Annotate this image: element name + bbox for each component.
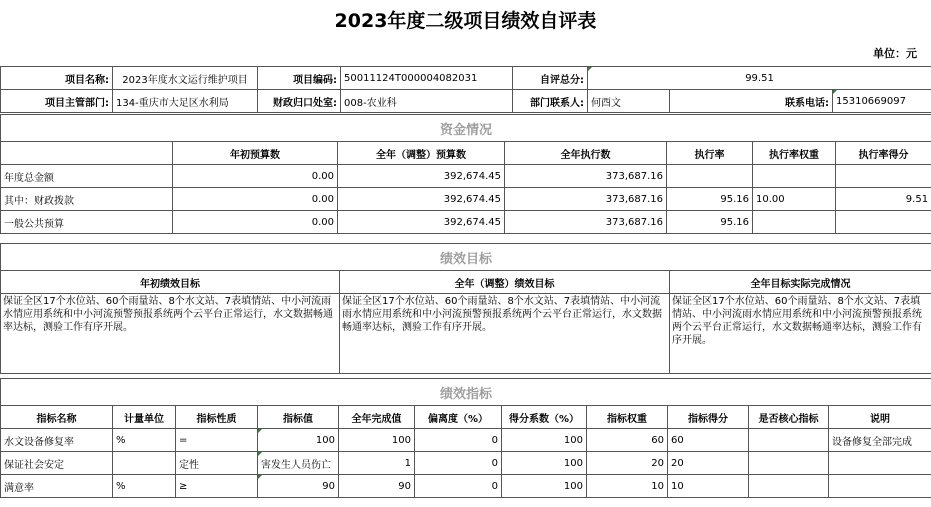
project-code-value: 50011124T000004082031	[341, 67, 513, 90]
ind-header-value: 指标值	[258, 406, 339, 429]
funds-header-weight: 执行率权重	[753, 142, 836, 165]
goal-header-actual: 全年目标实际完成情况	[670, 271, 931, 294]
ind-header-name: 指标名称	[1, 406, 113, 429]
indicators-section-title: 绩效指标	[1, 379, 931, 406]
goal-header-initial: 年初绩效目标	[1, 271, 340, 294]
funds-row: 一般公共预算 0.00 392,674.45 373,687.16 95.16	[1, 211, 931, 234]
project-name-label: 项目名称:	[1, 67, 113, 90]
goal-header-adjusted: 全年（调整）绩效目标	[340, 271, 670, 294]
indicator-row: 水文设备修复率 % = 100 100 0 100 60 60 设备修复全部完成	[1, 429, 931, 452]
finance-value: 008-农业科	[341, 90, 513, 113]
phone-label: 联系电话:	[670, 90, 833, 113]
dept-value: 134-重庆市大足区水利局	[113, 90, 258, 113]
phone-value: 15310669097	[833, 90, 931, 113]
funds-row: 其中：财政拨款 0.00 392,674.45 373,687.16 95.16 10.00 9.51	[1, 188, 931, 211]
ind-header-nature: 指标性质	[176, 406, 258, 429]
self-score-label: 自评总分:	[513, 67, 588, 90]
funds-header-initial: 年初预算数	[173, 142, 338, 165]
funds-row: 年度总金额 0.00 392,674.45 373,687.16	[1, 165, 931, 188]
ind-header-score: 指标得分	[668, 406, 749, 429]
indicator-row: 保证社会安定 定性 害发生人员伤亡 1 0 100 20 20	[1, 452, 931, 475]
project-name-value: 2023年度水文运行维护项目	[113, 67, 258, 90]
goal-text-adjusted: 保证全区17个水位站、60个雨量站、8个水文站、7表填情站、中小河流雨水情应用系统和中小河流预警预报系统两个云平台正常运行，水文数据畅通率达标，测验工作有序开展。	[340, 294, 670, 374]
goal-text-initial: 保证全区17个水位站、60个雨量站、8个水文站、7表填情站、中小河流雨水情应用系统和中小河流预警预报系统两个云平台正常运行，水文数据畅通率达标，测验工作有序开展。	[1, 294, 340, 374]
indicator-row: 满意率 % ≥ 90 90 0 100 10 10	[1, 475, 931, 498]
dept-label: 项目主管部门:	[1, 90, 113, 113]
ind-header-unit: 计量单位	[113, 406, 176, 429]
goals-table	[0, 243, 931, 374]
funds-table	[0, 114, 931, 234]
indicators-table	[0, 378, 931, 498]
ind-header-note: 说明	[829, 406, 931, 429]
funds-header-adjusted: 全年（调整）预算数	[338, 142, 505, 165]
ind-header-dev: 偏离度（%）	[415, 406, 502, 429]
funds-header-score: 执行率得分	[836, 142, 931, 165]
contact-label: 部门联系人:	[513, 90, 588, 113]
unit-label: 单位：元	[873, 47, 917, 60]
goal-text-actual: 保证全区17个水位站、60个雨量站、8个水文站、7表填情站、中小河流雨水情应用系统和中小河流预警预报系统两个云平台正常运行，水文数据畅通率达标，测验工作有序开展。	[670, 294, 931, 374]
project-code-label: 项目编码:	[258, 67, 341, 90]
project-info-table	[0, 66, 931, 113]
ind-header-core: 是否核心指标	[749, 406, 829, 429]
contact-value: 何酉文	[588, 90, 670, 113]
funds-section-title: 资金情况	[1, 115, 931, 142]
ind-header-done: 全年完成值	[339, 406, 415, 429]
ind-header-coef: 得分系数（%）	[502, 406, 587, 429]
ind-header-weight: 指标权重	[587, 406, 668, 429]
funds-header-rate: 执行率	[667, 142, 753, 165]
finance-label: 财政归口处室:	[258, 90, 341, 113]
page-title: 2023年度二级项目绩效自评表	[334, 10, 597, 32]
funds-header-executed: 全年执行数	[505, 142, 667, 165]
self-score-value: 99.51	[588, 67, 931, 90]
goals-section-title: 绩效目标	[1, 244, 931, 271]
